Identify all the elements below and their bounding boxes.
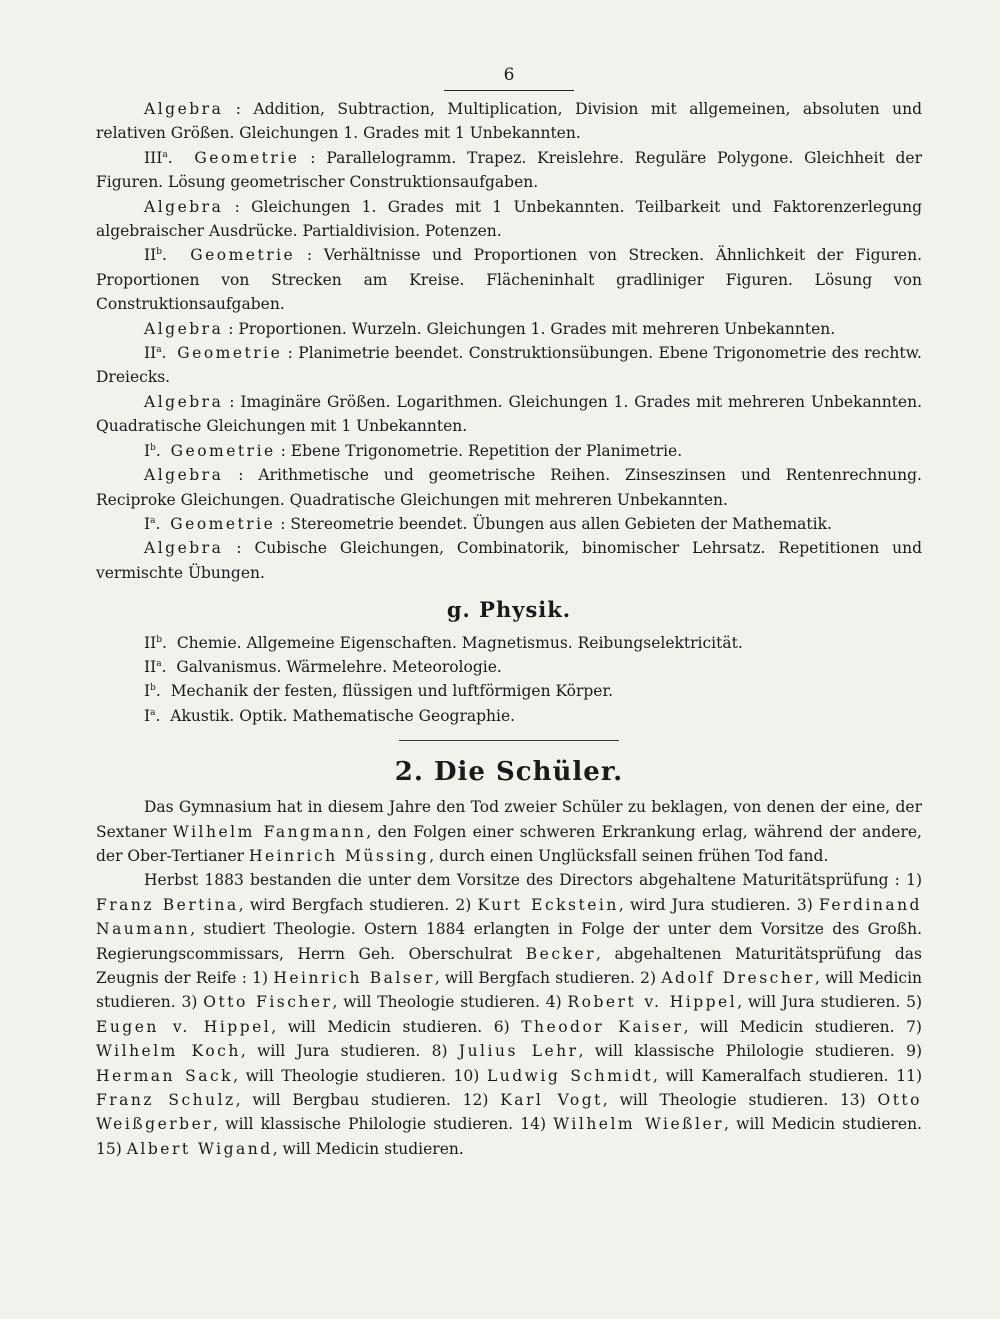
curriculum-text: Cubische Gleichungen, Combinatorik, binomischer Lehrsatz. Repetitionen und vermischte Übungen. xyxy=(96,539,923,582)
graduate-name: Heinrich Balser xyxy=(273,969,435,987)
graduate-name: Ferdinand Naumann xyxy=(96,895,922,939)
graduate-plan: , will Bergbau studieren. xyxy=(235,1091,451,1110)
subject-name: Algebra xyxy=(144,319,224,338)
graduate-number: 2) xyxy=(449,895,478,914)
curriculum-text: Parallelogramm. Trapez. Kreislehre. Reguläre Polygone. Gleichheit der Figuren. Lösung geometrischer Construktionsaufgaben. xyxy=(96,148,923,192)
curriculum-entry xyxy=(96,704,922,728)
spring-graduates-list xyxy=(96,969,922,1158)
physics-heading: g. Physik. xyxy=(446,597,572,623)
graduate-number: 13) xyxy=(828,1091,878,1110)
graduate-number: 9) xyxy=(894,1042,922,1061)
curriculum-text: Proportionen. Wurzeln. Gleichungen 1. Grades mit mehreren Unbekannten. xyxy=(238,319,836,338)
curriculum-text: Stereometrie beendet. Übungen aus allen Gebieten der Mathematik. xyxy=(290,514,832,533)
graduate-plan: , will Medicin studieren. xyxy=(272,1139,464,1158)
graduate-name: Franz Bertina xyxy=(96,895,239,914)
subject-name: Geometrie xyxy=(194,148,300,167)
graduate-number: 3) xyxy=(175,993,204,1012)
paragraph-text: , abgehaltenen Maturitätsprüfung das Zeugnis der Reife : xyxy=(96,944,922,987)
curriculum-text: Akustik. Optik. Mathematische Geographie. xyxy=(170,706,516,725)
curriculum-entry: Algebra : Cubische Gleichungen, Combinatorik, binomischer Lehrsatz. Repetitionen und vermischte Übungen. xyxy=(96,539,923,582)
graduate-plan: , will Theologie studieren. xyxy=(332,993,540,1012)
curriculum-text: Imaginäre Größen. Logarithmen. Gleichungen 1. Grades mit mehreren Unbekannten. Quadratische Gleichungen mit 1 Unbekannten. xyxy=(96,392,922,436)
graduate-number: 1) xyxy=(899,871,922,890)
graduate-name: Albert Wigand xyxy=(126,1139,273,1158)
graduate-plan: , wird Bergfach studieren. xyxy=(238,895,450,914)
paragraph-text: , den Folgen einer schweren Erkrankung erlag, während der andere, der Ober-Tertianer xyxy=(96,822,922,865)
graduate-entry xyxy=(176,993,540,1011)
class-label: $I^a$. xyxy=(144,706,161,725)
graduate-plan: , will Theologie studieren. xyxy=(233,1066,446,1085)
graduate-name: Theodor Kaiser xyxy=(521,1017,684,1036)
deaths-paragraph xyxy=(96,795,922,868)
section-divider xyxy=(399,740,619,741)
class-label: $II^a$. xyxy=(144,657,167,676)
curriculum-text: Galvanismus. Wärmelehre. Meteorologie. xyxy=(176,657,502,676)
paragraph-text: Ostern 1884 erlangten in Folge der unter dem Vorsitze des Großh. Regierungscommissars, Herrn Geh. Oberschulrat xyxy=(96,920,922,963)
curriculum-entry xyxy=(96,679,922,703)
graduate-entry xyxy=(446,1067,889,1085)
page-header xyxy=(96,62,922,91)
commissioner-name: Becker xyxy=(525,944,597,963)
graduate-entry xyxy=(482,1018,894,1036)
graduate-name: Otto Weißgerber xyxy=(96,1091,922,1134)
curriculum-entry xyxy=(96,631,922,655)
graduate-number: 4) xyxy=(539,993,568,1012)
graduate-plan: , will klassische Philologie studieren. xyxy=(213,1115,514,1134)
subject-name: Geometrie xyxy=(170,441,276,460)
graduate-number: 12) xyxy=(450,1091,501,1110)
graduate-plan: , will Medicin studieren. xyxy=(96,969,923,1012)
page-number: 6 xyxy=(444,62,574,91)
graduate-plan: , studiert Theologie. xyxy=(190,920,356,939)
curriculum-entry: $II^a$. Geometrie : Planimetrie beendet. Construktionsübungen. Ebene Trigonometrie des rechtw. Dreiecks. xyxy=(96,344,922,387)
graduate-entry xyxy=(451,1091,828,1109)
student-name: Wilhelm Fangmann xyxy=(172,822,367,841)
graduate-entry xyxy=(540,993,900,1011)
class-label: $I^a$. xyxy=(144,514,171,533)
graduate-number: 8) xyxy=(420,1042,459,1061)
graduate-number: 2) xyxy=(634,969,662,987)
curriculum-entry: $II^b$. Geometrie : Verhältnisse und Proportionen von Strecken. Ähnlichkeit der Figuren. Proportionen von Strecken am Kreise. Flächeninhalt gradliniger Figuren. Lösung von Construktionsaufgaben. xyxy=(96,246,923,314)
graduate-plan: , will Jura studieren. xyxy=(737,993,901,1012)
subject-name: Algebra xyxy=(144,539,224,558)
graduate-entry xyxy=(96,1140,464,1158)
graduate-number: 14) xyxy=(513,1115,554,1134)
graduate-name: Adolf Drescher xyxy=(661,969,815,987)
class-label: $II^a$. xyxy=(144,344,178,363)
graduate-name: Julius Lehr xyxy=(458,1042,579,1061)
graduate-number: 6) xyxy=(482,1017,522,1036)
class-label: $I^b$. xyxy=(144,441,171,460)
subject-name: Algebra xyxy=(144,392,224,411)
graduate-plan: , will Medicin studieren. xyxy=(271,1017,483,1036)
graduate-number: 5) xyxy=(900,993,923,1012)
graduate-name: Ludwig Schmidt xyxy=(486,1066,654,1085)
graduate-name: Otto Fischer xyxy=(203,993,333,1012)
graduate-plan: , will Kameralfach studieren. xyxy=(653,1066,889,1085)
curriculum-entry: Algebra : Gleichungen 1. Grades mit 1 Unbekannten. Teilbarkeit und Faktorenzerlegung algebraischer Ausdrücke. Partialdivision. Potenzen. xyxy=(96,197,922,241)
subject-name: Algebra xyxy=(144,466,224,485)
curriculum-entry: $I^a$. Geometrie : Stereometrie beendet. Übungen aus allen Gebieten der Mathematik. xyxy=(144,514,832,533)
curriculum-text: Planimetrie beendet. Construktionsübungen. Ebene Trigonometrie des rechtw. Dreiecks. xyxy=(96,344,922,387)
graduate-name: Wilhelm Koch xyxy=(96,1042,241,1061)
physics-curriculum xyxy=(96,631,922,729)
graduate-number: 15) xyxy=(96,1139,127,1158)
graduate-plan: , will Theologie studieren. xyxy=(602,1091,829,1110)
curriculum-entry: $I^b$. Geometrie : Ebene Trigonometrie. Repetition der Planimetrie. xyxy=(144,441,683,460)
graduate-plan: , will Medicin studieren. xyxy=(724,1115,922,1134)
graduate-number: 3) xyxy=(790,895,819,914)
paragraph-text: , durch einen Unglücksfall seinen frühen Tod fand. xyxy=(429,846,829,865)
graduate-plan: , wird Jura studieren. xyxy=(618,895,791,914)
graduate-entry xyxy=(513,1115,922,1133)
graduate-plan: , will Medicin studieren. xyxy=(683,1017,895,1036)
mathematics-curriculum xyxy=(96,97,922,585)
graduate-plan: , will Bergfach studieren. xyxy=(434,969,635,987)
class-label: $I^b$. xyxy=(144,682,161,701)
graduate-entry xyxy=(247,969,635,987)
curriculum-entry: Algebra : Addition, Subtraction, Multiplication, Division mit allgemeinen, absoluten und relativen Größen. Gleichungen 1. Grades mit 1 Unbekannten. xyxy=(96,100,922,143)
class-label: $II^b$. xyxy=(144,633,167,652)
paragraph-text: Das Gymnasium hat in diesem Jahre den Tod zweier Schüler zu beklagen, von denen der eine, der Sextaner xyxy=(96,798,922,841)
graduates-paragraph xyxy=(96,868,922,1161)
graduate-number: 7) xyxy=(894,1017,922,1036)
curriculum-text: Chemie. Allgemeine Eigenschaften. Magnetismus. Reibungselektricität. xyxy=(176,633,743,652)
graduate-number: 11) xyxy=(888,1066,923,1085)
curriculum-text: Gleichungen 1. Grades mit 1 Unbekannten. Teilbarkeit und Faktorenzerlegung algebraischer Ausdrücke. Partialdivision. Potenzen. xyxy=(96,197,922,241)
graduate-name: Herman Sack xyxy=(96,1066,234,1085)
curriculum-entry xyxy=(96,655,922,679)
curriculum-text: Arithmetische und geometrische Reihen. Zinseszinsen und Rentenrechnung. Reciproke Gleichungen. Quadratische Gleichungen mit mehreren Unbekannten. xyxy=(96,466,922,509)
graduate-number: 1) xyxy=(246,969,274,987)
curriculum-entry: III$^a$. Geometrie : Parallelogramm. Trapez. Kreislehre. Reguläre Polygone. Gleichheit der Figuren. Lösung geometrischer Construktionsaufgaben. xyxy=(96,148,923,192)
chapter-heading: 2. Die Schüler. xyxy=(394,757,624,788)
graduate-name: Wilhelm Wießler xyxy=(553,1115,725,1134)
graduate-plan: , will klassische Philologie studieren. xyxy=(578,1042,895,1061)
curriculum-text: Addition, Subtraction, Multiplication, Division mit allgemeinen, absoluten und relativen Größen. Gleichungen 1. Grades mit 1 Unbekannten. xyxy=(96,100,922,143)
curriculum-entry: Algebra : Arithmetische und geometrische Reihen. Zinseszinsen und Rentenrechnung. Reciproke Gleichungen. Quadratische Gleichungen mit mehreren Unbekannten. xyxy=(96,466,922,509)
curriculum-entry: Algebra : Proportionen. Wurzeln. Gleichungen 1. Grades mit mehreren Unbekannten. xyxy=(144,319,836,338)
subject-name: Geometrie xyxy=(190,246,296,265)
paragraph-text: Herbst 1883 bestanden die unter dem Vorsitze des Directors abgehaltene Maturitätsprüfung : xyxy=(144,871,900,890)
class-label: $II^b$. xyxy=(144,246,191,265)
graduate-plan: , will Jura studieren. xyxy=(240,1042,421,1061)
graduate-name: Franz Schulz xyxy=(96,1091,236,1110)
graduate-name: Robert v. Hippel xyxy=(567,993,738,1012)
graduate-entry xyxy=(449,896,790,914)
graduate-name: Kurt Eckstein xyxy=(477,895,619,914)
curriculum-text: Mechanik der festen, flüssigen und luftförmigen Körper. xyxy=(170,682,614,701)
subject-name: Geometrie xyxy=(177,344,283,363)
subject-name: Algebra xyxy=(144,100,224,118)
graduate-name: Karl Vogt xyxy=(500,1091,603,1110)
graduate-name: Eugen v. Hippel xyxy=(96,1017,272,1036)
graduate-entry xyxy=(420,1042,894,1060)
subject-name: Algebra xyxy=(144,197,224,216)
curriculum-text: Verhältnisse und Proportionen von Strecken. Ähnlichkeit der Figuren. Proportionen von Strecken am Kreise. Flächeninhalt gradliniger Figuren. Lösung von Construktionsaufgaben. xyxy=(96,246,923,314)
graduate-number: 10) xyxy=(445,1066,487,1085)
curriculum-text: Ebene Trigonometrie. Repetition der Planimetrie. xyxy=(290,441,683,460)
student-name: Heinrich Müssing xyxy=(248,846,430,865)
curriculum-entry: Algebra : Imaginäre Größen. Logarithmen. Gleichungen 1. Grades mit mehreren Unbekannten. Quadratische Gleichungen mit 1 Unbekannten. xyxy=(96,392,922,436)
class-label: III$^a$. xyxy=(144,148,195,167)
subject-name: Geometrie xyxy=(170,514,276,533)
